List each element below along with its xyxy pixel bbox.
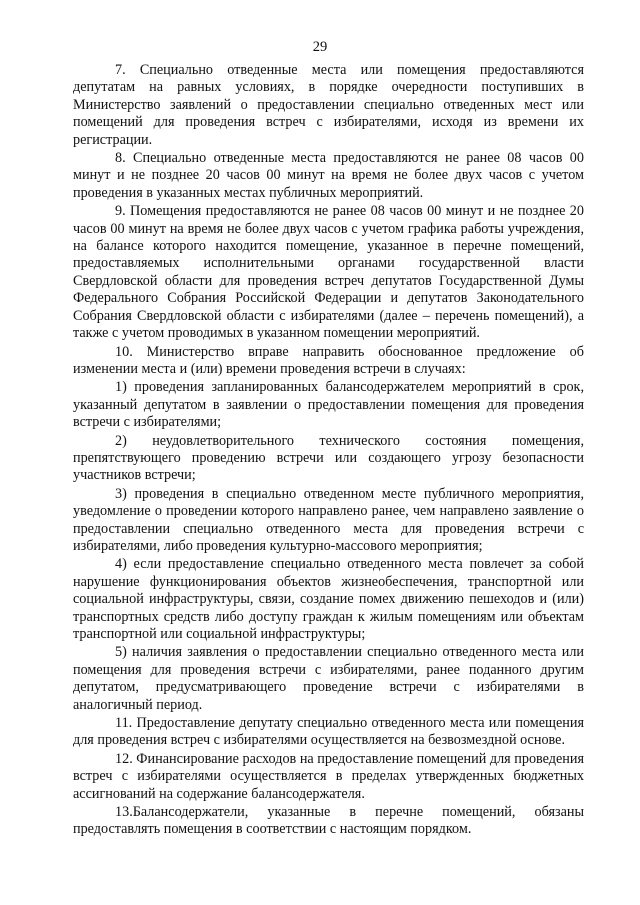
document-body <box>73 62 584 839</box>
paragraph-11: 11. Предоставление депутату специально отведенного места или помещения для проведения встреч с избирателями осуществляется на безвозмездной основе. <box>73 715 584 749</box>
paragraph-9: 9. Помещения предоставляются не ранее 08 часов 00 минут и не позднее 20 часов 00 минут на время не более двух часов с учетом графика работы учреждения, на балансе которого находится помещение, указанное в перечне помещений, предоставляемых исполнительными органами государственной власти Свердловской области для проведения встреч депутатов Государственной Думы Федерального Собрания Российской Федерации и депутатов Законодательного Собрания Свердловской области с избирателями (далее – перечень помещений), а также с учетом проводимых в указанном помещении мероприятий. <box>73 203 584 342</box>
list-item-4: 4) если предоставление специально отведенного места повлечет за собой нарушение функционирования объектов жизнеобеспечения, транспортной или социальной инфраструктуры, связи, создание помех движению пешеходов и (или) транспортных средств либо доступу граждан к жилым помещениям или объектам транспортной или социальной инфраструктуры; <box>73 556 584 642</box>
paragraph-10: 10. Министерство вправе направить обоснованное предложение об изменении места и (или) времени проведения встречи в случаях: <box>73 343 584 377</box>
paragraph-8: 8. Специально отведенные места предоставляются не ранее 08 часов 00 минут и не позднее 20 часов 00 минут на время не более двух часов с учетом проведения в указанных местах публичных мероприятий. <box>73 150 584 201</box>
list-item-1: 1) проведения запланированных балансодержателем мероприятий в срок, указанный депутатом в заявлении о предоставлении помещения для проведения встречи с избирателями; <box>73 379 584 431</box>
paragraph-13: 13.Балансодержатели, указанные в перечне помещений, обязаны предоставлять помещения в соответствии с настоящим порядком. <box>73 804 584 838</box>
list-item-2: 2) неудовлетворительного технического состояния помещения, препятствующего проведению встречи или создающего угрозу безопасности участников встречи; <box>73 432 584 484</box>
paragraph-12: 12. Финансирование расходов на предоставление помещений для проведения встреч с избирателями осуществляется в пределах утвержденных бюджетных ассигнований на содержание балансодержателя. <box>73 750 584 802</box>
page-number: 29 <box>312 39 328 55</box>
list-item-3: 3) проведения в специально отведенном месте публичного мероприятия, уведомление о проведении которого направлено ранее, чем направлено заявление о предоставлении специально отведенного места для проведения встречи с избирателями, либо проведения культурно-массового мероприятия; <box>73 485 584 554</box>
paragraph-7: 7. Специально отведенные места или помещения предоставляются депутатам на равных условиях, в порядке очередности поступивших в Министерство заявлений о предоставлении специально отведенных мест или помещений для проведения встреч с избирателями, исходя из времени их регистрации. <box>73 62 584 148</box>
list-item-5: 5) наличия заявления о предоставлении специально отведенного места или помещения для проведения встречи с избирателями, ранее поданного другим депутатом, предусматривающего проведение встречи с избирателями в аналогичный период. <box>73 644 584 713</box>
